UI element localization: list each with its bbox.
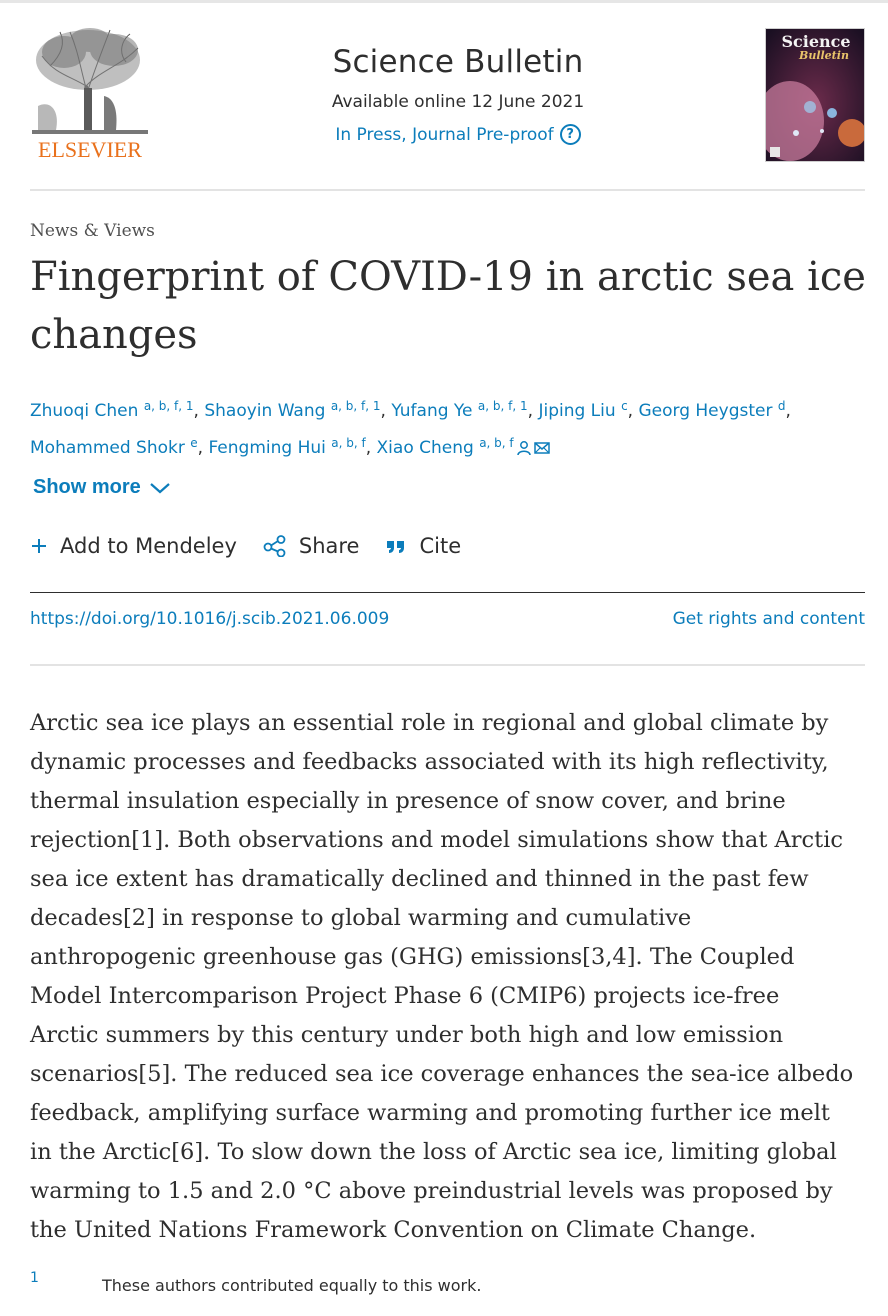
cover-title-bulletin: Bulletin [799,49,849,62]
author-list: Zhuoqi Chen $^{a, b, f, 1}$, Shaoyin Wang $^{a, b, f, 1}$, Yufang Ye $^{a, b, f, 1}$, Jiping Liu $^c$, Georg Heygster $^d$, Mohammed Shokr $^e$, Fengming Hui $^{a, b, f}$, Xiao Cheng $^{a, b, f}$ [30,399,791,458]
article-title: Fingerprint of COVID-19 in arctic sea ice changes [30,254,866,358]
article-type: News & Views [30,221,155,241]
available-online-date: Available online 12 June 2021 [331,92,585,112]
author-link[interactable]: Xiao Cheng $^{a, b, f}$ [376,436,514,458]
author-link[interactable]: Jiping Liu $^c$ [538,399,628,421]
body-line: Arctic sea ice plays an essential role in regional and global climate by [30,710,829,736]
cite-button[interactable] [385,534,461,558]
share-label[interactable]: Share [298,534,360,558]
doi-divider [30,664,865,666]
body-line: rejection[1]. Both observations and model simulations show that Arctic [30,827,843,853]
article-body-paragraph [30,704,870,1250]
body-line: thermal insulation especially in presence of snow cover, and brine [30,788,786,814]
status-label[interactable]: In Press, Journal Pre-proof [335,124,554,145]
body-line: Model Intercomparison Project Phase 6 (CMIP6) projects ice-free [30,983,780,1009]
elsevier-tree-icon [30,26,150,162]
journal-cover-image[interactable] [765,28,865,162]
article-actions [30,534,487,558]
author-link[interactable]: Shaoyin Wang $^{a, b, f, 1}$ [204,399,381,421]
body-line: scenarios[5]. The reduced sea ice coverage enhances the sea-ice albedo [30,1061,854,1087]
body-line: dynamic processes and feedbacks associated with its high reflectivity, [30,749,829,775]
body-line: in the Arctic[6]. To slow down the loss of Arctic sea ice, limiting global [30,1139,837,1165]
help-icon[interactable]: ? [560,124,581,145]
top-border [0,0,888,3]
show-more-button[interactable] [33,476,171,499]
journal-info [240,44,676,145]
email-icon[interactable] [534,441,550,455]
person-icon[interactable] [516,440,532,456]
plus-icon [30,537,48,555]
actions-divider [30,592,865,593]
show-more-label[interactable]: Show more [33,476,141,498]
header-divider [30,189,865,191]
article-status[interactable] [240,124,676,145]
cover-title-science: Science [781,32,851,51]
footnote-text: These authors contributed equally to this work. [102,1276,482,1295]
share-icon [263,535,287,557]
add-to-mendeley-button[interactable] [30,534,237,558]
rights-link[interactable]: Get rights and content [672,609,865,629]
chevron-down-icon[interactable] [149,481,171,495]
body-line: Arctic summers by this century under both high and low emission [30,1022,784,1048]
body-line: warming to 1.5 and 2.0 °C above preindustrial levels was proposed by [30,1178,833,1204]
mendeley-label[interactable]: Add to Mendeley [60,534,237,558]
body-line: decades[2] in response to global warming and cumulative [30,905,692,931]
doi-link[interactable]: https://doi.org/10.1016/j.scib.2021.06.009 [30,609,390,629]
body-line: sea ice extent has dramatically declined and thinned in the past few [30,866,809,892]
share-button[interactable] [263,534,360,558]
footnote-marker[interactable]: 1 [30,1270,39,1286]
elsevier-logo[interactable] [30,26,150,162]
author-link[interactable]: Yufang Ye $^{a, b, f, 1}$ [391,399,528,421]
author-link[interactable]: Georg Heygster $^d$ [638,399,786,421]
body-line: feedback, amplifying surface warming and promoting further ice melt [30,1100,830,1126]
author-link[interactable]: Mohammed Shokr $^e$ [30,436,198,458]
body-line: the United Nations Framework Convention on Climate Change. [30,1217,757,1243]
quote-icon [385,537,407,555]
publisher-wordmark: ELSEVIER [38,137,142,162]
author-link[interactable]: Fengming Hui $^{a, b, f}$ [208,436,366,458]
body-line: anthropogenic greenhouse gas (GHG) emissions[3,4]. The Coupled [30,944,795,970]
cover-artwork [766,29,865,162]
author-link[interactable]: Zhuoqi Chen $^{a, b, f, 1}$ [30,399,194,421]
journal-title[interactable]: Science Bulletin [332,44,584,80]
cite-label[interactable]: Cite [419,534,462,558]
